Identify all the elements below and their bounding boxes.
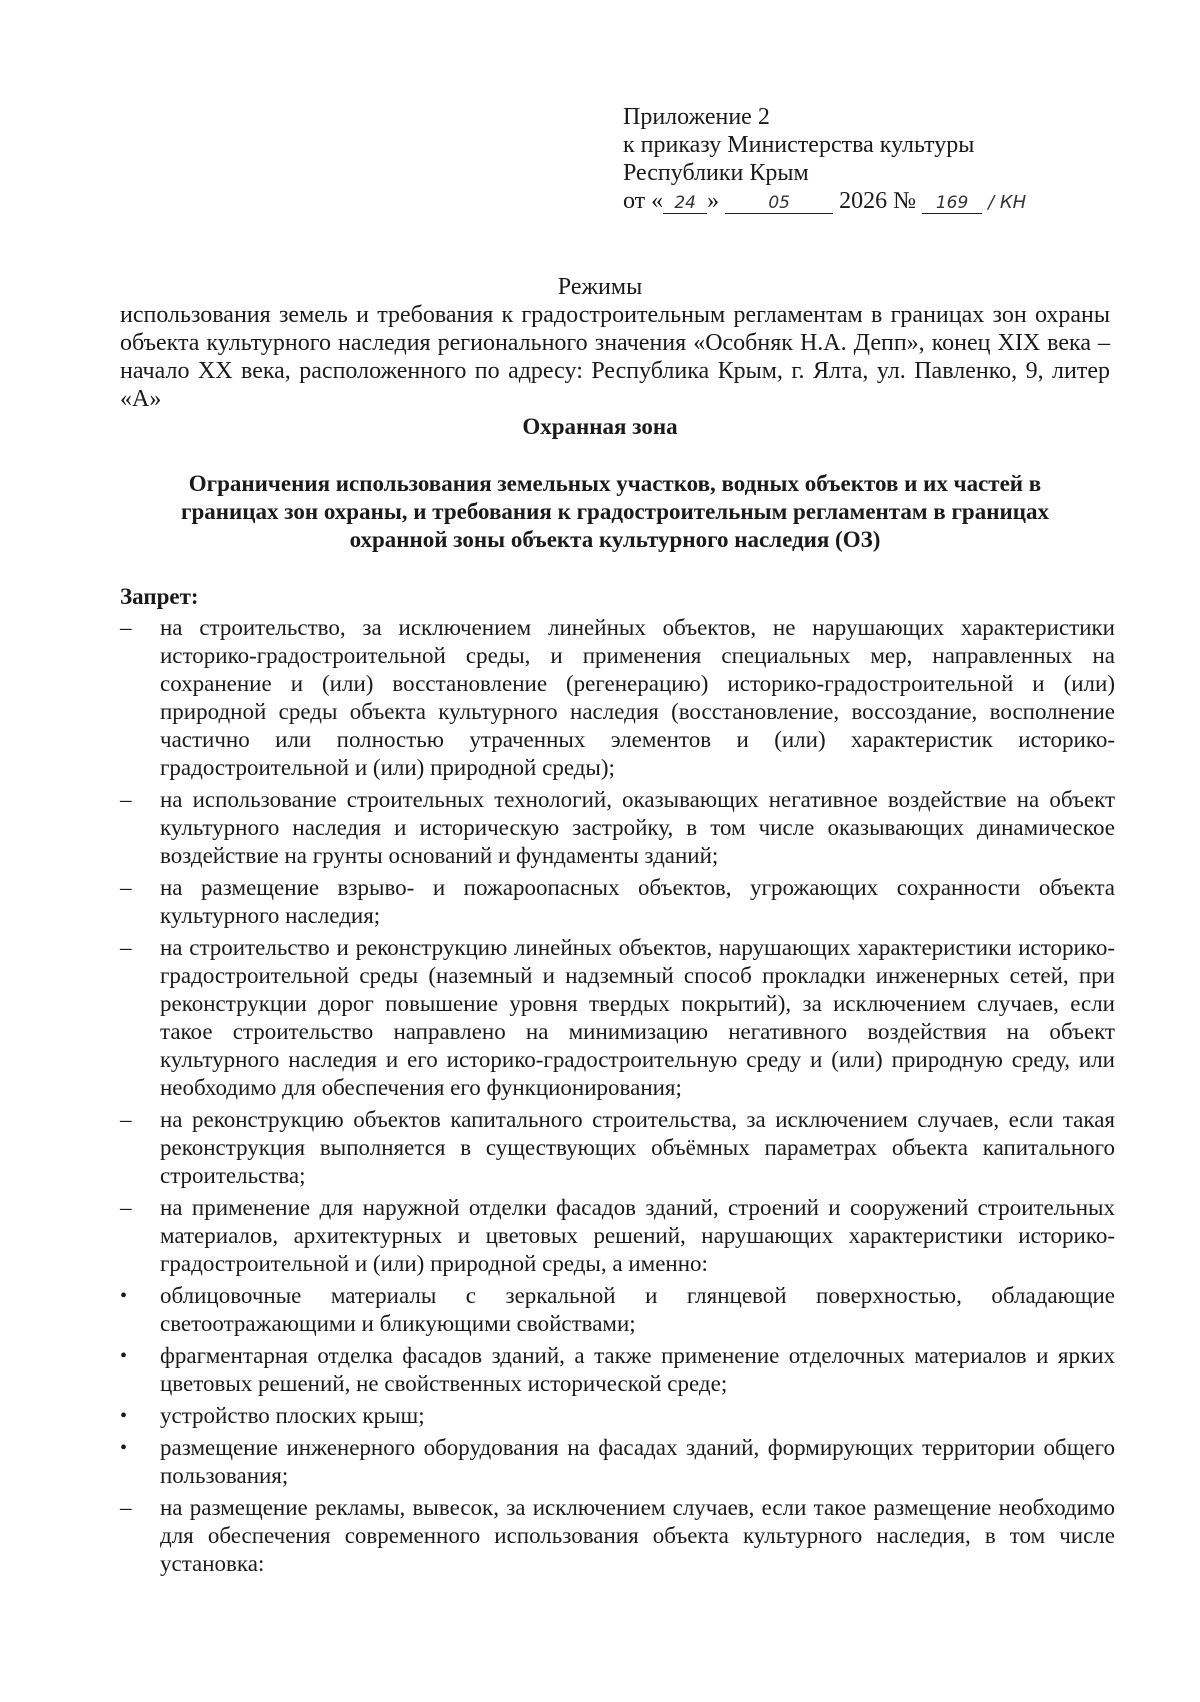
dash-marker: – [120,615,132,640]
appendix-header [623,103,1026,217]
year-text: 2026 № [839,188,917,214]
dash-marker: – [120,1107,132,1132]
list-item-text: на строительство, за исключением линейных объектов, не нарушающих характеристики историко-градостроительной среды, и применения специальных мер, направленных на сохранение и (или) восстановление (регенерацию) историко-градостроительной и (или) природной среды объекта культурного наследия (восстановление, воссоздание, восполнение частично или полностью утраченных элементов и (или) характеристик историко-градостроительной и (или) природной среды); [160,615,1115,780]
list-item-text: на строительство и реконструкцию линейных объектов, нарушающих характеристики историко-градостроительной среды (наземный и надземный способ прокладки инженерных сетей, при реконструкции дорог повышение уровня твердых покрытий), за исключением случаев, если такое строительство направлено на минимизацию негативного воздействия на объект культурного наследия и его историко-градостроительную среду и (или) природную среду, или необходимо для обеспечения его функционирования; [160,935,1115,1100]
bullet-item [120,1342,1115,1398]
list-item [120,1494,1115,1578]
order-date-line [623,187,1026,217]
appendix-line-1: Приложение 2 [623,104,770,130]
list-item-text: на применение для наружной отделки фасадов зданий, строений и сооружений строительных материалов, архитектурных и цветовых решений, нарушающих характеристики историко-градостроительной и (или) природной среды, а именно: [160,1195,1115,1276]
dash-marker: – [120,787,132,812]
bullet-item [120,1402,1115,1430]
ban-list [120,614,1115,1582]
bullet-item [120,1434,1115,1490]
order-number-suffix: / КН [988,192,1027,213]
date-mid: » [707,188,720,214]
bullet-item [120,1282,1115,1338]
document-title: Режимы [557,274,643,300]
list-item [120,874,1115,930]
list-item-text: фрагментарная отделка фасадов зданий, а также применение отделочных материалов и ярких цветовых решений, не свойственных исторической среде; [160,1343,1115,1396]
list-item [120,1194,1115,1278]
zone-title: Охранная зона [522,414,678,439]
date-prefix: от « [623,188,664,214]
bullet-marker: • [120,1405,128,1427]
order-number-field: 169 [922,193,982,214]
dash-marker: – [120,875,132,900]
bullet-marker: • [120,1345,128,1367]
dash-marker: – [120,1195,132,1220]
appendix-line-2: к приказу Министерства культуры [623,132,975,158]
month-field: 05 [725,193,833,214]
list-item-text: на размещение взрыво- и пожароопасных объектов, угрожающих сохранности объекта культурного наследия; [160,875,1115,928]
bullet-marker: • [120,1437,128,1459]
dash-marker: – [120,1495,132,1520]
dash-marker: – [120,935,132,960]
day-field: 24 [663,193,707,214]
list-item [120,786,1115,870]
ban-label: Запрет: [120,584,199,609]
list-item-text: на реконструкцию объектов капитального строительства, за исключением случаев, если такая реконструкция выполняется в существующих объёмных параметрах объекта капитального строительства; [160,1107,1115,1188]
bullet-marker: • [120,1285,128,1307]
list-item-text: облицовочные материалы с зеркальной и глянцевой поверхностью, обладающие светоотражающими и бликующими свойствами; [160,1283,1115,1336]
restrictions-title: Ограничения использования земельных участков, водных объектов и их частей в границах зон охраны, и требования к градостроительным регламентам в границах охранной зоны объекта культурного наследия (ОЗ) [181,471,1049,552]
list-item [120,614,1115,782]
list-item-text: на размещение рекламы, вывесок, за исключением случаев, если такое размещение необходимо для обеспечения современного использования объекта культурного наследия, в том числе установка: [160,1495,1115,1576]
document-intro: использования земель и требования к градостроительным регламентам в границах зон охраны объекта культурного наследия регионального значения «Особняк Н.А. Депп», конец XIX века – начало XX века, расположенного по адресу: Республика Крым, г. Ялта, ул. Павленко, 9, литер «А» [120,302,1110,412]
list-item-text: на использование строительных технологий, оказывающих негативное воздействие на объект культурного наследия и историческую застройку, в том числе оказывающих динамическое воздействие на грунты оснований и фундаменты зданий; [160,787,1115,868]
list-item-text: устройство плоских крыш; [160,1403,425,1428]
appendix-line-3: Республики Крым [623,160,809,186]
list-item-text: размещение инженерного оборудования на фасадах зданий, формирующих территории общего пользования; [160,1435,1115,1488]
list-item [120,934,1115,1102]
list-item [120,1106,1115,1190]
